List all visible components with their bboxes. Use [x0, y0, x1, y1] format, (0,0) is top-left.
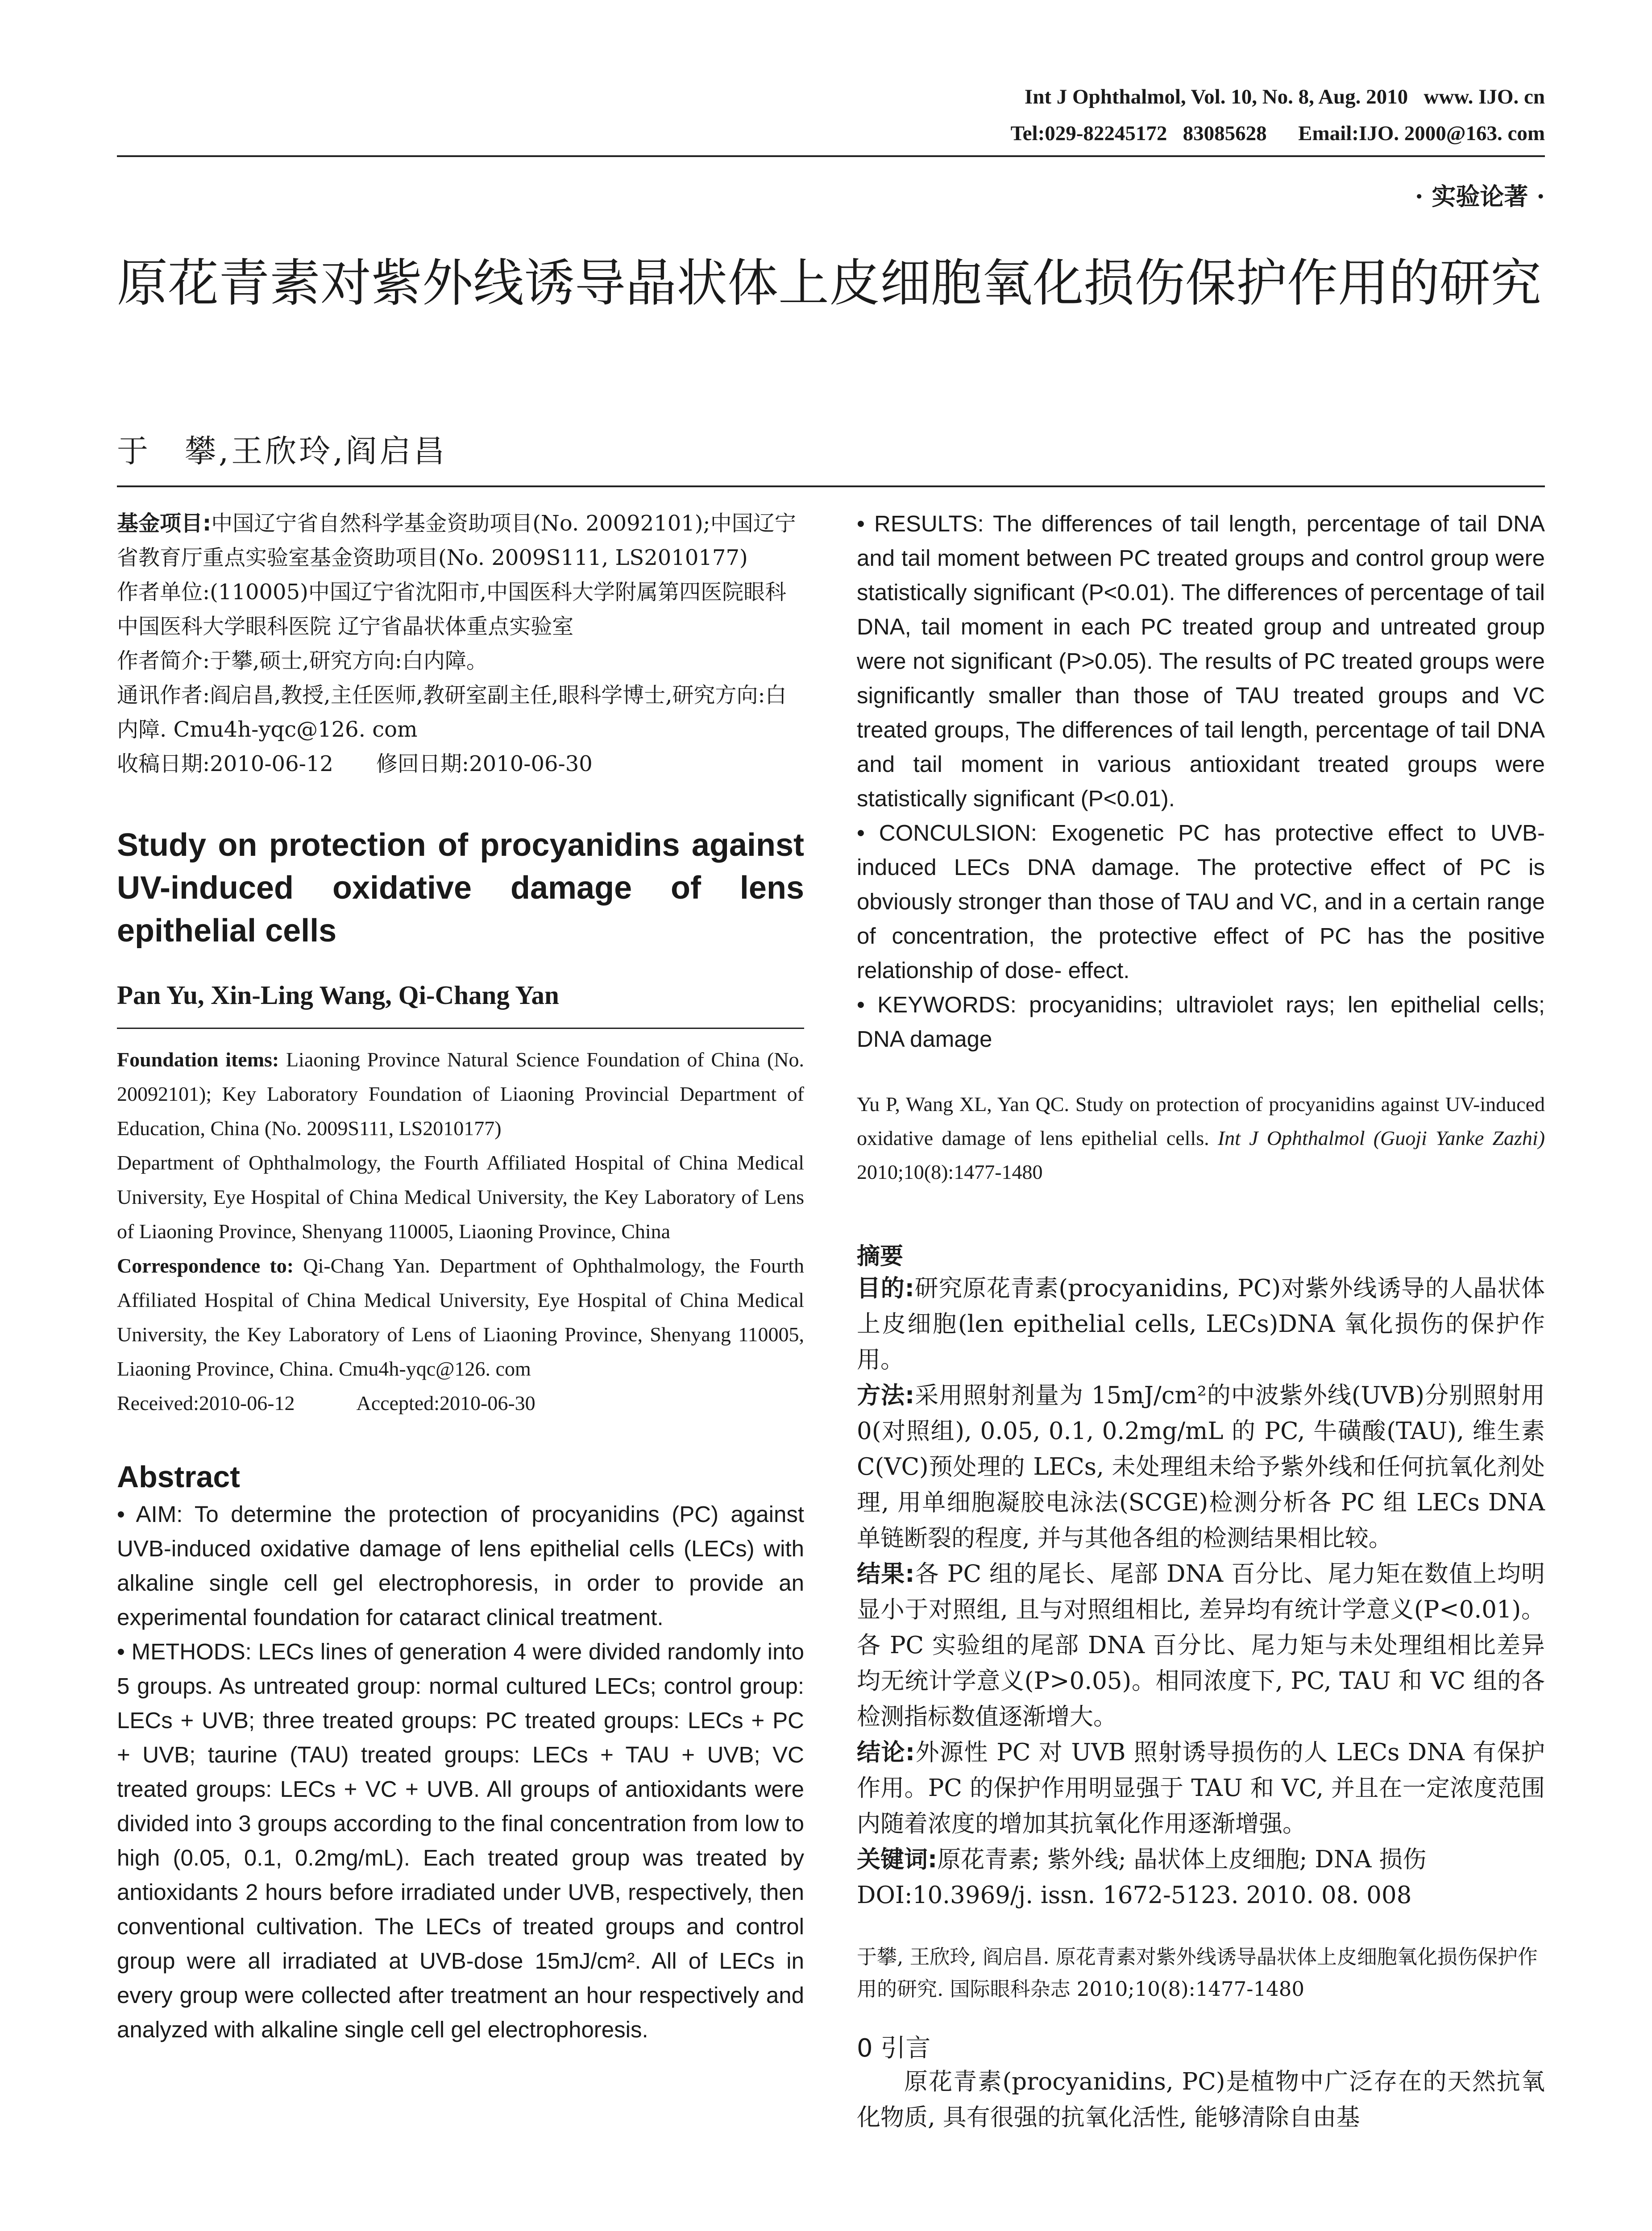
left-column — [117, 506, 804, 2047]
correspondence-text: Qi-Chang Yan. Department of Ophthalmology, the Fourth Affiliated Hospital of China Medical University, Eye Hospital of China Medical University, the Key Laboratory of Lens of Liaoning Province, Shenyang 110005, Liaoning Province, China. Cmu4h-yqc@126. com — [117, 1254, 804, 1380]
cn-abstract-heading: 摘要 — [857, 1243, 904, 1270]
cn-abstract-aim — [857, 1271, 1545, 1378]
cn-info-line — [117, 506, 804, 575]
cn-info-line: 作者简介:于攀,硕士,研究方向:白内障。 — [117, 648, 488, 673]
cn-abstract-text: 各 PC 组的尾长、尾部 DNA 百分比、尾力矩在数值上均明显小于对照组, 且与对照组相比, 差异均有统计学意义(P<0.01)。各 PC 实验组的尾部 DNA 百分比、尾力矩与未处理组相比差异均无统计学意义(P>0.05)。相同浓度下, PC, TAU 和 VC 组的各检测指标数值逐渐增大。 — [857, 1560, 1545, 1730]
foundation-items — [117, 1042, 804, 1145]
journal-header-line2: Tel:029-82245172 83085628 Email:IJO. 2000@163. com — [1010, 122, 1545, 145]
header-rule — [117, 155, 1545, 157]
cn-abstract-text: 采用照射剂量为 15mJ/cm²的中波紫外线(UVB)分别照射用 0(对照组), 0.05, 0.1, 0.2mg/mL 的 PC, 牛磺酸(TAU), 维生素 C(VC)预处理的 LECs, 未处理组未给予紫外线和任何抗氧化剂处理, 用单细胞凝胶电泳法(SCGE)检测分析各 PC 组 LECs DNA 单链断裂的程度, 并与其他各组的检测结果相比较。 — [857, 1382, 1545, 1552]
cn-info-line: 作者单位:(110005)中国辽宁省沈阳市,中国医科大学附属第四医院眼科 中国医科大学眼科医院 辽宁省晶状体重点实验室 — [117, 580, 787, 639]
journal-header-line1: Int J Ophthalmol, Vol. 10, No. 8, Aug. 2010 www. IJO. cn — [1024, 85, 1545, 108]
cn-info-label: 基金项目: — [117, 511, 212, 536]
cn-abstract-methods — [857, 1378, 1545, 1556]
section-tag: · 实验论著 · — [1415, 182, 1545, 211]
doi: DOI:10.3969/j. issn. 1672-5123. 2010. 08. 008 — [857, 1882, 1412, 1909]
citation-en-text: Yu P, Wang XL, Yan QC. Study on protection of procyanidins against UV-induced oxidative damage of lens epithelial cells. — [857, 1093, 1545, 1149]
title-rule — [117, 485, 1545, 487]
abstract-conclusion: • CONCULSION: Exogenetic PC has protective effect to UVB-induced LECs DNA damage. The protective effect of PC is obviously stronger than those of TAU and VC, and in a certain range of concentration, the protective effect of PC has the positive relationship of dose- effect. — [857, 820, 1545, 983]
cn-abstract-label: 结论: — [857, 1739, 915, 1766]
intro-heading: 0 引言 — [857, 2034, 931, 2063]
abstract-en-left — [117, 1497, 804, 2047]
author-rule — [117, 1028, 804, 1029]
article-title-en: Study on protection of procyanidins against UV-induced oxidative damage of lens epithelial cells — [117, 827, 804, 949]
citation-en — [857, 1087, 1545, 1189]
abstract-methods: • METHODS: LECs lines of generation 4 were divided randomly into 5 groups. As untreated group: normal cultured LECs; control group: LECs + UVB; three treated groups: PC treated groups: LECs + PC + UVB; taurine (TAU) treated groups: LECs + TAU + UVB; VC treated groups: LECs + VC + UVB. All groups of antioxidants were divided into 3 groups according to the final concentration from low to high (0.05, 0.1, 0.2mg/mL). Each treated group was treated by antioxidants 2 hours before irradiated under UVB, respectively, then conventional cultivation. The LECs of treated groups and control group were all irradiated at UVB-dose 15mJ/cm². All of LECs in every group were collected after treatment an hour respectively and analyzed with alkaline single cell gel electrophoresis. — [117, 1639, 804, 2042]
abstract-keywords: • KEYWORDS: procyanidins; ultraviolet rays; len epithelial cells; DNA damage — [857, 992, 1545, 1052]
cn-abstract-conclusion — [857, 1735, 1545, 1842]
cn-abstract-text: 原花青素; 紫外线; 晶状体上皮细胞; DNA 损伤 — [937, 1846, 1427, 1873]
cn-info-block — [117, 506, 804, 781]
foundation-text: Liaoning Province Natural Science Foundation of China (No. 20092101); Key Laboratory Foundation of Liaoning Provincial Department of Education, China (No. 2009S111, LS2010177) — [117, 1048, 804, 1140]
cn-abstract-label: 目的: — [857, 1275, 914, 1302]
cn-info-line: 通讯作者:阎启昌,教授,主任医师,教研室副主任,眼科学博士,研究方向:白内障. Cmu4h-yqc@126. com — [117, 683, 787, 742]
intro-paragraph: 原花青素(procyanidins, PC)是植物中广泛存在的天然抗氧化物质, 具有很强的抗氧化活性, 能够清除自由基 — [857, 2068, 1545, 2131]
abstract-results: • RESULTS: The differences of tail length, percentage of tail DNA and tail moment between PC treated groups and control group were statistically significant (P<0.01). The differences of percentage of tail DNA, tail moment in each PC treated group and untreated group were not significant (P>0.05). The results of PC treated groups were significantly smaller than those of TAU treated groups and VC treated groups, The differences of tail length, percentage of tail DNA and tail moment in various antioxidant treated groups were statistically significant (P<0.01). — [857, 511, 1545, 811]
authors-cn: 于 攀,王欣玲,阎启昌 — [117, 433, 448, 469]
cn-info-line: 收稿日期:2010-06-12 修回日期:2010-06-30 — [117, 751, 593, 776]
affiliation: Department of Ophthalmology, the Fourth Affiliated Hospital of China Medical University, Eye Hospital of China Medical University, the Key Laboratory of Lens of Liaoning Province, Shenyang 110005, Liaoning Province, China — [117, 1151, 804, 1243]
citation-journal: Int J Ophthalmol (Guoji Yanke Zazhi) — [1209, 1127, 1545, 1149]
cn-abstract-text: 研究原花青素(procyanidins, PC)对紫外线诱导的人晶状体上皮细胞(len epithelial cells, LECs)DNA 氧化损伤的保护作用。 — [857, 1275, 1545, 1373]
cn-info-text: 中国辽宁省自然科学基金资助项目(No. 20092101);中国辽宁省教育厅重点实验室基金资助项目(No. 2009S111, LS2010177) — [117, 511, 796, 570]
citation-en-tail: 2010;10(8):1477-1480 — [857, 1161, 1043, 1183]
abstract-heading: Abstract — [117, 1460, 240, 1494]
cn-abstract-text: 外源性 PC 对 UVB 照射诱导损伤的人 LECs DNA 有保护作用。PC 的保护作用明显强于 TAU 和 VC, 并且在一定浓度范围内随着浓度的增加其抗氧化作用逐渐增强。 — [857, 1739, 1545, 1837]
cn-abstract-label: 结果: — [857, 1560, 915, 1588]
cn-abstract-label: 关键词: — [857, 1846, 938, 1873]
foundation-label: Foundation items: — [117, 1048, 279, 1071]
right-column — [857, 506, 1545, 2136]
correspondence-label: Correspondence to: — [117, 1254, 294, 1277]
cn-abstract — [857, 1271, 1545, 1913]
abstract-aim: • AIM: To determine the protection of procyanidins (PC) against UVB-induced oxidative damage of lens epithelial cells (LECs) with alkaline single cell gel electrophoresis, in order to provide an experimental foundation for cataract clinical treatment. — [117, 1501, 804, 1630]
cn-abstract-results — [857, 1556, 1545, 1735]
correspondence — [117, 1248, 804, 1386]
authors-en: Pan Yu, Xin-Ling Wang, Qi-Chang Yan — [117, 980, 559, 1010]
en-info-block — [117, 1042, 804, 1420]
abstract-en-right — [857, 506, 1545, 1056]
received-dates: Received:2010-06-12 Accepted:2010-06-30 — [117, 1392, 535, 1414]
article-title-cn: 原花青素对紫外线诱导晶状体上皮细胞氧化损伤保护作用的研究 — [117, 253, 1542, 313]
citation-cn: 于攀, 王欣玲, 阎启昌. 原花青素对紫外线诱导晶状体上皮细胞氧化损伤保护作用的研究. 国际眼科杂志 2010;10(8):1477-1480 — [857, 1945, 1538, 2001]
cn-abstract-keywords — [857, 1842, 1545, 1878]
cn-abstract-label: 方法: — [857, 1382, 915, 1409]
